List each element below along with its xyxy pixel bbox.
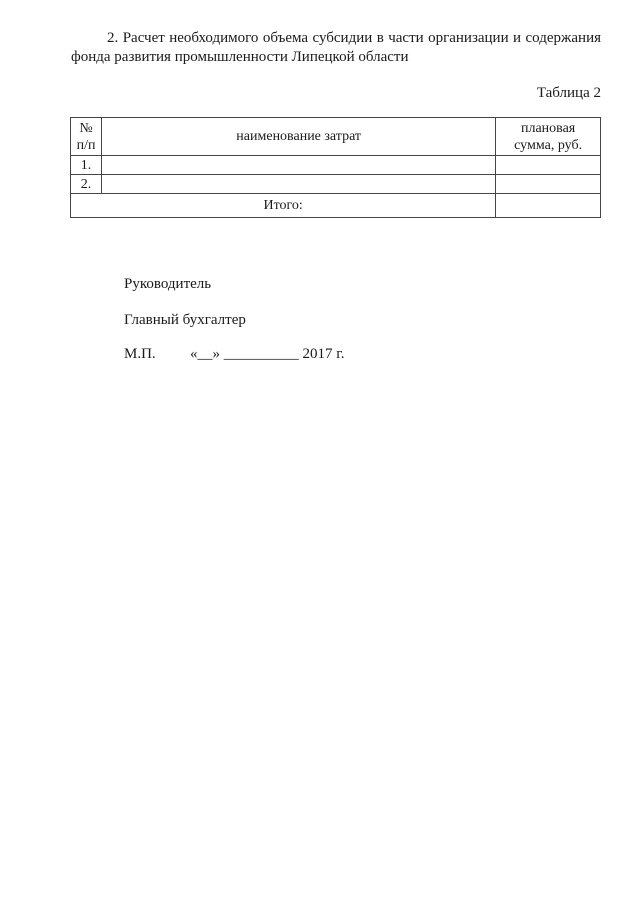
row-name [102, 175, 496, 194]
table-total-row [71, 194, 601, 218]
row-sum [496, 156, 601, 175]
section-number: 2. [107, 30, 119, 46]
total-label: Итого: [71, 194, 496, 218]
row-num: 1. [71, 156, 102, 175]
stamp-label: М.П. [124, 346, 156, 362]
accountant-signature-label: Главный бухгалтер [124, 312, 246, 328]
table-header-row [71, 118, 601, 156]
row-num: 2. [71, 175, 102, 194]
table-row [71, 175, 601, 194]
date-line: «__» __________ 2017 г. [190, 346, 345, 362]
header-sum: плановая сумма, руб. [496, 118, 601, 156]
head-signature-label: Руководитель [124, 276, 212, 292]
table-row [71, 156, 601, 175]
stamp-date-line [124, 345, 344, 364]
row-name [102, 156, 496, 175]
total-value [496, 194, 601, 218]
costs-table [70, 117, 601, 218]
table-caption: Таблица 2 [536, 85, 601, 101]
row-sum [496, 175, 601, 194]
header-name: наименование затрат [102, 118, 496, 156]
header-num: № п/п [71, 118, 102, 156]
section-heading [71, 29, 601, 67]
section-title: Расчет необходимого объема субсидии в части организации и содержания фонда развития промышленности Липецкой области [71, 30, 601, 65]
